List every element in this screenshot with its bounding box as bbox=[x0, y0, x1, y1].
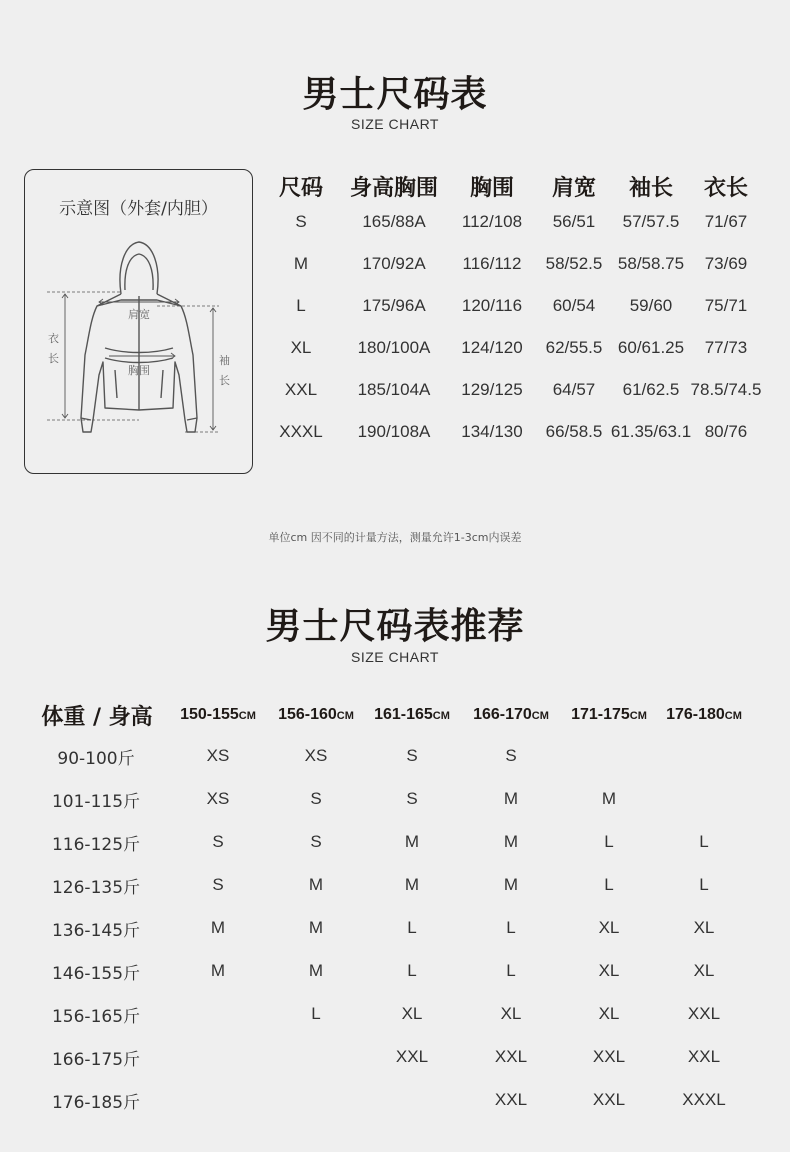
size-header-size: 尺码 bbox=[278, 176, 323, 201]
recommended-size-cell: XL bbox=[598, 918, 620, 937]
size-cell-size: L bbox=[296, 296, 306, 315]
recommended-size-cell: XXXL bbox=[682, 1090, 726, 1109]
size-cell-sleeve: 58/58.75 bbox=[617, 254, 685, 273]
recommended-size-cell: M bbox=[308, 875, 324, 894]
recommended-size-cell: M bbox=[308, 918, 324, 937]
recommended-size-cell: L bbox=[311, 1004, 321, 1023]
size-header-sleeve: 袖长 bbox=[628, 176, 673, 201]
recommended-size-cell: L bbox=[699, 875, 709, 894]
height-col-range: 176-180 bbox=[666, 706, 725, 723]
recommended-size-cell: S bbox=[406, 746, 418, 765]
height-col-unit: CM bbox=[629, 710, 647, 722]
size-cell-length: 80/76 bbox=[704, 422, 748, 441]
weight-row-label: 136-145斤 bbox=[51, 921, 141, 941]
height-col-range: 150-155 bbox=[180, 706, 239, 723]
recommended-size-cell: M bbox=[601, 789, 617, 808]
size-cell-chest: 129/125 bbox=[461, 380, 523, 399]
size-cell-height-chest: 165/88A bbox=[362, 212, 426, 231]
recommended-size-cell: M bbox=[503, 832, 519, 851]
recommended-size-cell: S bbox=[406, 789, 418, 808]
size-cell-sleeve: 60/61.25 bbox=[617, 338, 685, 357]
size-cell-size: XXXL bbox=[279, 422, 323, 441]
weight-row-label: 146-155斤 bbox=[51, 964, 141, 984]
size-cell-height-chest: 190/108A bbox=[357, 422, 431, 441]
recommended-size-cell: XL bbox=[693, 918, 715, 937]
recommended-size-cell: XS bbox=[206, 746, 230, 765]
size-cell-height-chest: 185/104A bbox=[357, 380, 431, 399]
height-col-unit: CM bbox=[336, 710, 354, 722]
recommend-subtitle: SIZE CHART bbox=[351, 649, 439, 665]
size-cell-shoulder: 60/54 bbox=[552, 296, 596, 315]
recommended-size-cell: L bbox=[407, 961, 417, 980]
height-col-range: 166-170 bbox=[473, 706, 532, 723]
height-col-header bbox=[266, 706, 366, 724]
diagram-label-sleeve-2: 长 bbox=[219, 374, 230, 387]
size-cell-sleeve: 61/62.5 bbox=[622, 380, 680, 399]
height-col-header bbox=[654, 706, 754, 724]
recommended-size-cell: XS bbox=[206, 789, 230, 808]
height-col-range: 171-175 bbox=[571, 706, 630, 723]
jacket-illustration-icon bbox=[25, 170, 254, 475]
recommended-size-cell: XXL bbox=[494, 1090, 528, 1109]
size-chart-title: 男士尺码表 bbox=[302, 74, 488, 115]
recommended-size-cell: XL bbox=[401, 1004, 423, 1023]
size-cell-shoulder: 62/55.5 bbox=[545, 338, 603, 357]
size-cell-size: XXL bbox=[284, 380, 318, 399]
size-cell-chest: 134/130 bbox=[461, 422, 523, 441]
recommended-size-cell: L bbox=[604, 875, 614, 894]
size-chart-subtitle: SIZE CHART bbox=[351, 116, 439, 132]
size-cell-sleeve: 57/57.5 bbox=[622, 212, 680, 231]
recommended-size-cell: XS bbox=[304, 746, 328, 765]
weight-row-label: 126-135斤 bbox=[51, 878, 141, 898]
recommended-size-cell: L bbox=[604, 832, 614, 851]
recommended-size-cell: L bbox=[407, 918, 417, 937]
size-cell-sleeve: 61.35/63.1 bbox=[610, 422, 692, 441]
height-col-unit: CM bbox=[724, 710, 742, 722]
weight-row-label: 116-125斤 bbox=[51, 835, 141, 855]
size-cell-chest: 116/112 bbox=[462, 254, 522, 273]
height-col-header bbox=[461, 706, 561, 724]
size-cell-height-chest: 175/96A bbox=[362, 296, 426, 315]
height-col-header bbox=[168, 706, 268, 724]
recommended-size-cell: L bbox=[506, 961, 516, 980]
recommended-size-cell: S bbox=[310, 832, 322, 851]
size-cell-length: 78.5/74.5 bbox=[690, 380, 762, 399]
height-col-unit: CM bbox=[238, 710, 256, 722]
size-cell-shoulder: 66/58.5 bbox=[545, 422, 603, 441]
weight-row-label: 101-115斤 bbox=[51, 792, 141, 812]
recommended-size-cell: XXL bbox=[592, 1090, 626, 1109]
recommended-size-cell: S bbox=[212, 832, 224, 851]
recommended-size-cell: M bbox=[404, 832, 420, 851]
recommended-size-cell: S bbox=[212, 875, 224, 894]
diagram-label-length-2: 长 bbox=[48, 352, 59, 365]
recommended-size-cell: M bbox=[503, 875, 519, 894]
size-cell-size: S bbox=[295, 212, 307, 231]
recommended-size-cell: XL bbox=[598, 1004, 620, 1023]
height-col-header bbox=[362, 706, 462, 724]
recommended-size-cell: XL bbox=[693, 961, 715, 980]
recommended-size-cell: XL bbox=[598, 961, 620, 980]
recommended-size-cell: XXL bbox=[395, 1047, 429, 1066]
diagram-label-sleeve-1: 袖 bbox=[219, 354, 230, 367]
size-cell-length: 75/71 bbox=[704, 296, 748, 315]
recommended-size-cell: M bbox=[404, 875, 420, 894]
size-cell-sleeve: 59/60 bbox=[629, 296, 673, 315]
height-col-unit: CM bbox=[432, 710, 450, 722]
recommended-size-cell: M bbox=[503, 789, 519, 808]
diagram-label-shoulder: 肩宽 bbox=[128, 308, 150, 321]
size-cell-length: 73/69 bbox=[704, 254, 748, 273]
diagram-label-chest: 胸围 bbox=[128, 364, 150, 377]
size-cell-shoulder: 64/57 bbox=[552, 380, 596, 399]
size-header-length: 衣长 bbox=[703, 176, 748, 201]
diagram-label-length-1: 衣 bbox=[48, 332, 59, 345]
recommended-size-cell: L bbox=[506, 918, 516, 937]
recommend-title: 男士尺码表推荐 bbox=[265, 606, 525, 647]
recommended-size-cell: M bbox=[308, 961, 324, 980]
recommended-size-cell: S bbox=[310, 789, 322, 808]
height-col-range: 156-160 bbox=[278, 706, 337, 723]
size-header-shoulder: 肩宽 bbox=[551, 176, 596, 201]
size-cell-height-chest: 180/100A bbox=[357, 338, 431, 357]
recommended-size-cell: XXL bbox=[687, 1004, 721, 1023]
recommend-corner-label: 体重 / 身高 bbox=[41, 705, 153, 730]
size-header-height-chest: 身高胸围 bbox=[349, 176, 438, 201]
diagram-caption: 示意图（外套/内胆） bbox=[59, 199, 218, 219]
weight-row-label: 156-165斤 bbox=[51, 1007, 141, 1027]
recommended-size-cell: XXL bbox=[494, 1047, 528, 1066]
size-cell-chest: 124/120 bbox=[461, 338, 523, 357]
height-col-unit: CM bbox=[531, 710, 549, 722]
size-header-chest: 胸围 bbox=[469, 176, 514, 201]
measurement-note: 单位cm 因不同的计量方法，测量允许1-3cm内误差 bbox=[268, 531, 522, 544]
weight-row-label: 176-185斤 bbox=[51, 1093, 141, 1113]
size-cell-length: 77/73 bbox=[704, 338, 748, 357]
size-cell-height-chest: 170/92A bbox=[362, 254, 426, 273]
recommended-size-cell: XL bbox=[500, 1004, 522, 1023]
recommended-size-cell: M bbox=[210, 918, 226, 937]
height-col-header bbox=[559, 706, 659, 724]
size-cell-size: XL bbox=[290, 338, 312, 357]
height-col-range: 161-165 bbox=[374, 706, 433, 723]
size-cell-size: M bbox=[293, 254, 309, 273]
recommended-size-cell: XXL bbox=[687, 1047, 721, 1066]
weight-row-label: 90-100斤 bbox=[57, 749, 135, 769]
recommended-size-cell: S bbox=[505, 746, 517, 765]
size-cell-length: 71/67 bbox=[704, 212, 748, 231]
recommended-size-cell: M bbox=[210, 961, 226, 980]
garment-diagram bbox=[24, 169, 253, 474]
size-cell-chest: 112/108 bbox=[461, 212, 523, 231]
size-cell-shoulder: 56/51 bbox=[552, 212, 596, 231]
size-cell-shoulder: 58/52.5 bbox=[545, 254, 603, 273]
size-cell-chest: 120/116 bbox=[461, 296, 523, 315]
recommended-size-cell: L bbox=[699, 832, 709, 851]
weight-row-label: 166-175斤 bbox=[51, 1050, 141, 1070]
recommended-size-cell: XXL bbox=[592, 1047, 626, 1066]
